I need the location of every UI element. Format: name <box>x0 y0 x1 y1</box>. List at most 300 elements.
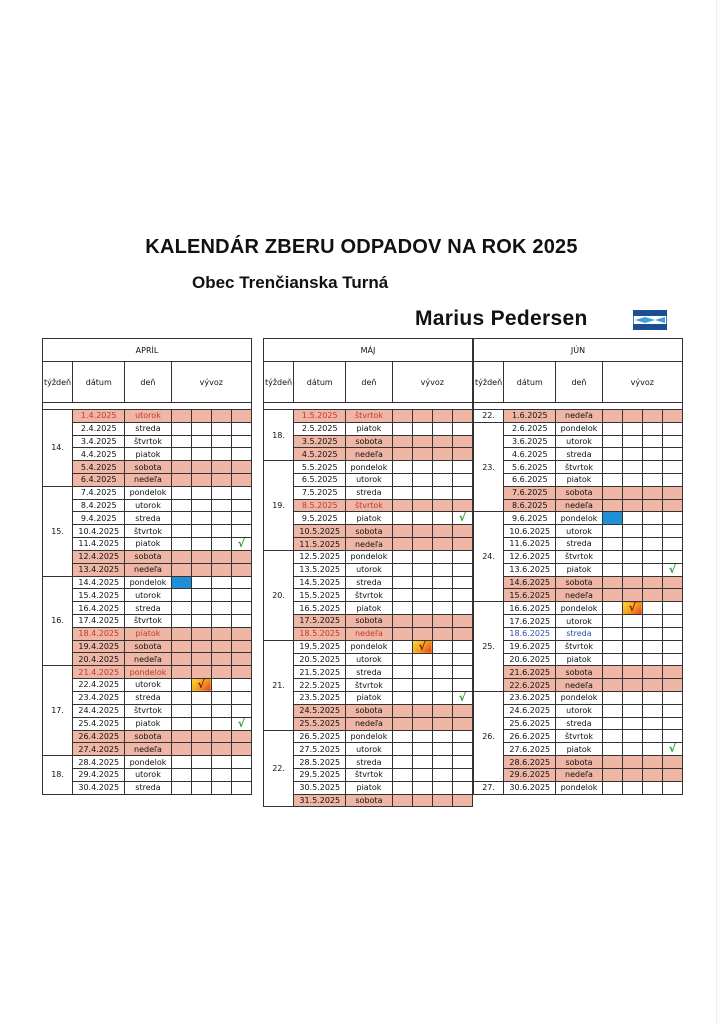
pickup-cell <box>412 717 432 730</box>
date-cell: 5.6.2025 <box>504 461 556 474</box>
pickup-cell <box>432 461 452 474</box>
day-name-cell: sobota <box>346 704 392 717</box>
date-cell: 12.4.2025 <box>73 550 125 563</box>
pickup-cell <box>602 653 622 666</box>
pickup-cell <box>622 717 642 730</box>
week-number: 26. <box>474 691 504 781</box>
day-row <box>264 679 473 692</box>
pickup-cell <box>622 627 642 640</box>
page-subtitle: Obec Trenčianska Turná <box>192 273 389 292</box>
pickup-cell <box>622 589 642 602</box>
day-row <box>43 768 252 781</box>
pickup-cell <box>392 422 412 435</box>
pickup-cell <box>642 756 662 769</box>
pickup-cell <box>171 614 191 627</box>
day-row <box>43 743 252 756</box>
header-day: deň <box>556 362 602 403</box>
pickup-cell <box>642 602 662 615</box>
pickup-cell <box>622 615 642 628</box>
pickup-cell <box>642 717 662 730</box>
pickup-cell <box>452 589 472 602</box>
date-cell: 12.5.2025 <box>294 550 346 563</box>
day-row <box>474 473 683 486</box>
pickup-cell <box>642 653 662 666</box>
pickup-cell <box>432 538 452 551</box>
day-row <box>43 435 252 448</box>
pickup-cell <box>642 666 662 679</box>
week-number: 21. <box>264 640 294 730</box>
pickup-cell <box>432 653 452 666</box>
month-name: JÚN <box>474 339 683 362</box>
day-name-cell: štvrtok <box>125 704 171 717</box>
pickup-cell <box>412 627 432 640</box>
pickup-cell <box>662 730 682 743</box>
day-row <box>264 550 473 563</box>
day-name-cell: pondelok <box>556 422 602 435</box>
day-row <box>264 448 473 461</box>
pickup-cell <box>452 563 472 576</box>
date-cell: 7.5.2025 <box>294 486 346 499</box>
calendar-may <box>263 338 473 807</box>
pickup-cell <box>171 410 191 423</box>
pickup-cell <box>211 512 231 525</box>
day-name-cell: štvrtok <box>346 768 392 781</box>
pickup-cell <box>211 653 231 666</box>
pickup-cell <box>602 550 622 563</box>
date-cell: 9.5.2025 <box>294 512 346 525</box>
pickup-cell <box>191 499 211 512</box>
day-row <box>43 653 252 666</box>
date-cell: 26.4.2025 <box>73 730 125 743</box>
pickup-cell <box>392 461 412 474</box>
pickup-cell <box>662 576 682 589</box>
day-row <box>474 525 683 538</box>
pickup-cell <box>231 576 251 589</box>
date-cell: 17.4.2025 <box>73 614 125 627</box>
day-name-cell: sobota <box>556 486 602 499</box>
pickup-cell <box>412 525 432 538</box>
pickup-cell <box>392 640 412 653</box>
pickup-cell <box>642 422 662 435</box>
pickup-cell <box>662 499 682 512</box>
pickup-cell <box>662 640 682 653</box>
day-row <box>264 563 473 576</box>
pickup-cell <box>412 756 432 769</box>
pickup-cell <box>642 730 662 743</box>
day-row <box>474 666 683 679</box>
pickup-cell <box>662 679 682 692</box>
day-name-cell: piatok <box>346 422 392 435</box>
pickup-cell <box>191 512 211 525</box>
pickup-cell <box>211 589 231 602</box>
date-cell: 13.4.2025 <box>73 563 125 576</box>
pickup-cell <box>602 717 622 730</box>
pickup-cell <box>412 589 432 602</box>
pickup-cell <box>211 422 231 435</box>
date-cell: 3.4.2025 <box>73 435 125 448</box>
day-name-cell: štvrtok <box>125 525 171 538</box>
pickup-cell <box>231 422 251 435</box>
date-cell: 18.6.2025 <box>504 627 556 640</box>
day-row <box>43 461 252 474</box>
date-cell: 18.5.2025 <box>294 627 346 640</box>
pickup-cell <box>662 756 682 769</box>
pickup-cell <box>622 679 642 692</box>
pickup-cell <box>392 576 412 589</box>
pickup-cell <box>452 448 472 461</box>
date-cell: 18.4.2025 <box>73 627 125 640</box>
week-number: 16. <box>43 576 73 666</box>
pickup-cell <box>602 640 622 653</box>
pickup-cell <box>662 410 682 423</box>
pickup-cell <box>412 794 432 807</box>
pickup-cell <box>452 435 472 448</box>
day-name-cell: nedeľa <box>346 448 392 461</box>
day-name-cell: sobota <box>125 461 171 474</box>
pickup-cell <box>622 410 642 423</box>
day-row <box>264 410 473 423</box>
date-cell: 16.6.2025 <box>504 602 556 615</box>
day-name-cell: streda <box>346 486 392 499</box>
day-name-cell: nedeľa <box>346 538 392 551</box>
pickup-cell <box>211 410 231 423</box>
day-row <box>43 602 252 615</box>
day-row <box>43 563 252 576</box>
pickup-cell <box>392 538 412 551</box>
pickup-cell <box>412 602 432 615</box>
day-name-cell: utorok <box>556 525 602 538</box>
day-row <box>474 537 683 550</box>
header-date: dátum <box>294 362 346 403</box>
pickup-cell <box>412 563 432 576</box>
pickup-cell <box>452 717 472 730</box>
pickup-cell <box>662 537 682 550</box>
pickup-cell <box>211 717 231 730</box>
pickup-cell <box>171 691 191 704</box>
pickup-cell <box>662 615 682 628</box>
pickup-cell <box>622 461 642 474</box>
pickup-cell <box>602 435 622 448</box>
pickup-cell <box>171 448 191 461</box>
pickup-cell <box>432 640 452 653</box>
pickup-cell <box>231 563 251 576</box>
day-name-cell: streda <box>346 756 392 769</box>
date-cell: 5.5.2025 <box>294 461 346 474</box>
day-row <box>264 640 473 653</box>
pickup-cell <box>452 614 472 627</box>
pickup-cell <box>171 666 191 679</box>
checkmark-icon: √ <box>668 742 677 756</box>
day-row <box>474 640 683 653</box>
day-name-cell: streda <box>125 422 171 435</box>
pickup-cell <box>191 627 211 640</box>
date-cell: 6.4.2025 <box>73 473 125 486</box>
pickup-cell <box>191 563 211 576</box>
date-cell: 21.4.2025 <box>73 666 125 679</box>
pickup-cell <box>602 422 622 435</box>
pickup-cell <box>231 743 251 756</box>
day-row <box>474 550 683 563</box>
pickup-cell <box>622 743 642 756</box>
day-row <box>43 486 252 499</box>
pickup-cell <box>622 435 642 448</box>
pickup-cell <box>642 435 662 448</box>
day-name-cell: piatok <box>125 448 171 461</box>
day-name-cell: streda <box>556 537 602 550</box>
pickup-cell <box>412 679 432 692</box>
pickup-cell <box>171 512 191 525</box>
pickup-cell <box>432 499 452 512</box>
pickup-cell <box>171 678 191 691</box>
pickup-cell <box>231 781 251 794</box>
date-cell: 10.5.2025 <box>294 525 346 538</box>
pickup-cell <box>622 563 642 576</box>
pickup-cell <box>392 448 412 461</box>
pickup-cell <box>432 666 452 679</box>
pickup-cell <box>642 640 662 653</box>
month-name: APRÍL <box>43 339 252 362</box>
pickup-cell <box>432 691 452 704</box>
pickup-cell <box>392 627 412 640</box>
day-name-cell: utorok <box>125 589 171 602</box>
date-cell: 20.4.2025 <box>73 653 125 666</box>
day-row <box>43 499 252 512</box>
day-row <box>43 448 252 461</box>
pickup-cell <box>392 512 412 525</box>
pickup-cell <box>392 473 412 486</box>
day-row <box>264 589 473 602</box>
day-name-cell: pondelok <box>125 576 171 589</box>
week-number: 27. <box>474 781 504 794</box>
pickup-cell <box>171 640 191 653</box>
pickup-cell <box>452 743 472 756</box>
day-name-cell: piatok <box>556 743 602 756</box>
pickup-cell <box>231 410 251 423</box>
pickup-cell <box>171 768 191 781</box>
day-row <box>474 410 683 423</box>
pickup-cell <box>191 768 211 781</box>
day-name-cell: utorok <box>346 473 392 486</box>
pickup-mixed-mark <box>622 602 642 615</box>
day-name-cell: sobota <box>346 614 392 627</box>
pickup-cell <box>392 525 412 538</box>
pickup-cell <box>642 499 662 512</box>
pickup-cell <box>191 614 211 627</box>
day-row <box>264 781 473 794</box>
pickup-cell <box>432 756 452 769</box>
pickup-cell <box>602 666 622 679</box>
day-name-cell: sobota <box>556 576 602 589</box>
header-pickup: vývoz <box>602 362 682 403</box>
day-name-cell: štvrtok <box>125 435 171 448</box>
day-name-cell: utorok <box>346 653 392 666</box>
day-name-cell: piatok <box>556 653 602 666</box>
pickup-cell <box>452 653 472 666</box>
pickup-cell <box>231 537 251 550</box>
day-row <box>474 422 683 435</box>
day-name-cell: utorok <box>556 704 602 717</box>
pickup-cell <box>602 627 622 640</box>
day-name-cell: nedeľa <box>125 563 171 576</box>
pickup-cell <box>191 422 211 435</box>
day-row <box>264 473 473 486</box>
pickup-cell <box>412 461 432 474</box>
pickup-cell <box>211 499 231 512</box>
pickup-cell <box>662 704 682 717</box>
pickup-cell <box>602 781 622 794</box>
brand-name: Marius Pedersen <box>415 307 588 330</box>
pickup-cell <box>622 691 642 704</box>
day-name-cell: nedeľa <box>556 768 602 781</box>
date-cell: 20.5.2025 <box>294 653 346 666</box>
date-cell: 27.6.2025 <box>504 743 556 756</box>
page-title: KALENDÁR ZBERU ODPADOV NA ROK 2025 <box>145 236 578 258</box>
pickup-cell <box>231 730 251 743</box>
header-week: týždeň <box>264 362 294 403</box>
pickup-cell <box>171 550 191 563</box>
date-cell: 16.4.2025 <box>73 602 125 615</box>
day-row <box>43 576 252 589</box>
pickup-cell <box>412 704 432 717</box>
date-cell: 9.6.2025 <box>504 512 556 525</box>
day-row <box>43 781 252 794</box>
week-number: 23. <box>474 422 504 512</box>
day-name-cell: nedeľa <box>125 743 171 756</box>
day-name-cell: štvrtok <box>556 461 602 474</box>
date-cell: 4.5.2025 <box>294 448 346 461</box>
pickup-cell <box>231 717 251 730</box>
day-row <box>264 653 473 666</box>
day-row <box>43 678 252 691</box>
date-cell: 13.6.2025 <box>504 563 556 576</box>
pickup-cell <box>191 473 211 486</box>
day-name-cell: piatok <box>125 627 171 640</box>
day-name-cell: piatok <box>346 691 392 704</box>
pickup-cell <box>191 653 211 666</box>
date-cell: 2.4.2025 <box>73 422 125 435</box>
date-cell: 10.4.2025 <box>73 525 125 538</box>
pickup-cell <box>392 781 412 794</box>
day-name-cell: pondelok <box>556 512 602 525</box>
pickup-cell <box>642 525 662 538</box>
pickup-cell <box>171 499 191 512</box>
pickup-cell <box>602 730 622 743</box>
pickup-cell <box>662 653 682 666</box>
day-name-cell: štvrtok <box>556 550 602 563</box>
day-name-cell: sobota <box>556 666 602 679</box>
day-name-cell: nedeľa <box>556 499 602 512</box>
day-name-cell: piatok <box>346 512 392 525</box>
day-row <box>264 627 473 640</box>
pickup-cell <box>231 756 251 769</box>
pickup-cell <box>662 691 682 704</box>
pickup-cell <box>191 576 211 589</box>
date-cell: 13.5.2025 <box>294 563 346 576</box>
pickup-cell <box>171 473 191 486</box>
date-cell: 22.4.2025 <box>73 678 125 691</box>
date-cell: 15.6.2025 <box>504 589 556 602</box>
pickup-cell <box>432 743 452 756</box>
pickup-cell <box>602 525 622 538</box>
brand-logo-icon <box>633 310 667 330</box>
day-name-cell: štvrtok <box>125 614 171 627</box>
day-name-cell: pondelok <box>556 781 602 794</box>
checkmark-icon: √ <box>628 601 636 615</box>
pickup-cell <box>191 640 211 653</box>
pickup-cell <box>171 422 191 435</box>
pickup-cell <box>642 576 662 589</box>
pickup-cell <box>412 691 432 704</box>
pickup-cell <box>392 717 412 730</box>
pickup-cell <box>452 499 472 512</box>
date-cell: 26.6.2025 <box>504 730 556 743</box>
day-row <box>474 691 683 704</box>
date-cell: 6.6.2025 <box>504 473 556 486</box>
pickup-cell <box>622 537 642 550</box>
day-row <box>474 461 683 474</box>
pickup-cell <box>211 756 231 769</box>
day-row <box>43 525 252 538</box>
pickup-cell <box>211 730 231 743</box>
week-number: 22. <box>264 730 294 807</box>
pickup-cell <box>642 704 662 717</box>
day-row <box>474 653 683 666</box>
header-pickup: vývoz <box>171 362 251 403</box>
header-week: týždeň <box>43 362 73 403</box>
date-cell: 6.5.2025 <box>294 473 346 486</box>
date-cell: 15.5.2025 <box>294 589 346 602</box>
date-cell: 8.6.2025 <box>504 499 556 512</box>
pickup-cell <box>231 678 251 691</box>
pickup-cell <box>171 461 191 474</box>
day-row <box>474 756 683 769</box>
pickup-cell <box>231 461 251 474</box>
day-row <box>264 422 473 435</box>
pickup-cell <box>642 627 662 640</box>
pickup-cell <box>452 756 472 769</box>
date-cell: 23.4.2025 <box>73 691 125 704</box>
date-cell: 19.5.2025 <box>294 640 346 653</box>
pickup-cell <box>231 512 251 525</box>
pickup-mixed-mark <box>191 678 211 691</box>
pickup-cell <box>642 589 662 602</box>
day-name-cell: pondelok <box>556 602 602 615</box>
pickup-cell <box>662 768 682 781</box>
day-row <box>43 589 252 602</box>
pickup-cell <box>412 448 432 461</box>
pickup-cell <box>211 537 231 550</box>
day-name-cell: pondelok <box>346 461 392 474</box>
day-name-cell: pondelok <box>346 730 392 743</box>
pickup-cell <box>392 563 412 576</box>
day-row <box>264 614 473 627</box>
pickup-cell <box>622 640 642 653</box>
pickup-mixed-mark <box>412 640 432 653</box>
pickup-cell <box>602 615 622 628</box>
pickup-cell <box>171 525 191 538</box>
day-row <box>43 550 252 563</box>
pickup-cell <box>452 550 472 563</box>
pickup-cell <box>662 743 682 756</box>
pickup-cell <box>642 537 662 550</box>
day-name-cell: streda <box>125 691 171 704</box>
pickup-cell <box>642 679 662 692</box>
pickup-cell <box>602 537 622 550</box>
date-cell: 25.5.2025 <box>294 717 346 730</box>
pickup-cell <box>392 691 412 704</box>
pickup-cell <box>211 614 231 627</box>
pickup-cell <box>452 473 472 486</box>
